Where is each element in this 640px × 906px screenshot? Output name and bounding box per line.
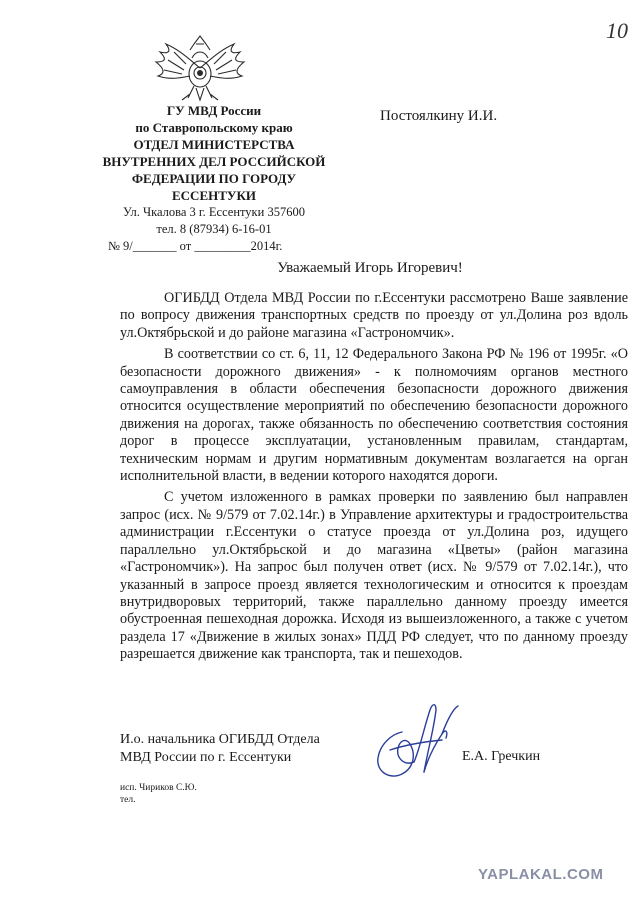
eagle-emblem-icon	[150, 30, 250, 106]
executor-info	[120, 782, 197, 806]
org-line: ВНУТРЕННИХ ДЕЛ РОССИЙСКОЙ	[102, 154, 326, 169]
sender-phone: тел. 8 (87934) 6-16-01	[156, 222, 272, 236]
position-line: И.о. начальника ОГИБДД Отдела	[120, 732, 320, 747]
signatory-name: Е.А. Гречкин	[462, 749, 541, 764]
document-number: № 9/_______ от _________2014г.	[108, 239, 283, 253]
site-watermark: YAPLAKAL.COM	[478, 866, 604, 883]
org-line: ГУ МВД России	[166, 103, 262, 118]
executor-name: исп. Чириков С.Ю.	[120, 783, 197, 793]
page-number: 10	[606, 18, 628, 43]
handwritten-signature-icon	[362, 688, 472, 788]
position-line: МВД России по г. Ессентуки	[120, 750, 292, 765]
paragraph: С учетом изложенного в рамках проверки по заявлению был направлен запрос (исх. № 9/579 от 7.02.14г.) в Управление архитектуры и градостроительства администрации г.Ессентуки о статусе проезда от ул.Долина роз, идущего параллельно ул.Октябрьской и до магазина «Цветы» (район магазина «Гастрономчик»). На запрос был получен ответ (исх. № 9/579 от 7.02.14г.), что указанный в запросе проезд является технологическим и относится к проездам внутридворовых территорий, также параллельно данному проезду имеется обустроенная пешеходная дорожка. Исходя из вышеизложенного, а также с учетом раздела 17 «Движение в жилых зонах» ПДД РФ следует, что по данному проезду разрешается движение как транспорта, так и пешеходов.	[120, 489, 628, 663]
paragraph: ОГИБДД Отдела МВД России по г.Ессентуки рассмотрено Ваше заявление по вопросу движения транспортных средств по проезду от ул.Долина роз вдоль ул.Октябрьской и до районе магазина «Гастрономчик».	[120, 290, 628, 341]
paragraph: В соответствии со ст. 6, 11, 12 Федерального Закона РФ № 196 от 1995г. «О безопасности дорожного движения» - к полномочиям органов местного самоуправления в области обеспечения безопасности дорожного движения относится осуществление мероприятий по обеспечению безопасности дорожного движения на дорогах, также обязанность по обеспечению соответствия состояния дорог в процессе эксплуатации, установленным правилам, стандартам, техническим нормам и другим нормативным документам возлагается на орган исполнительной власти, в ведении которого находятся дороги.	[120, 346, 628, 485]
org-line: по Ставропольскому краю	[135, 120, 293, 135]
sender-header	[88, 102, 340, 255]
org-line: ФЕДЕРАЦИИ ПО ГОРОДУ	[131, 171, 297, 186]
executor-phone: тел.	[120, 795, 136, 805]
recipient: Постоялкину И.И.	[380, 108, 498, 124]
sender-address: Ул. Чкалова 3 г. Ессентуки 357600	[123, 205, 305, 219]
signatory-position	[120, 731, 320, 767]
org-line: ЕССЕНТУКИ	[172, 188, 256, 203]
letter-body	[120, 290, 628, 668]
org-line: ОТДЕЛ МИНИСТЕРСТВА	[133, 137, 295, 152]
salutation: Уважаемый Игорь Игоревич!	[277, 260, 463, 276]
